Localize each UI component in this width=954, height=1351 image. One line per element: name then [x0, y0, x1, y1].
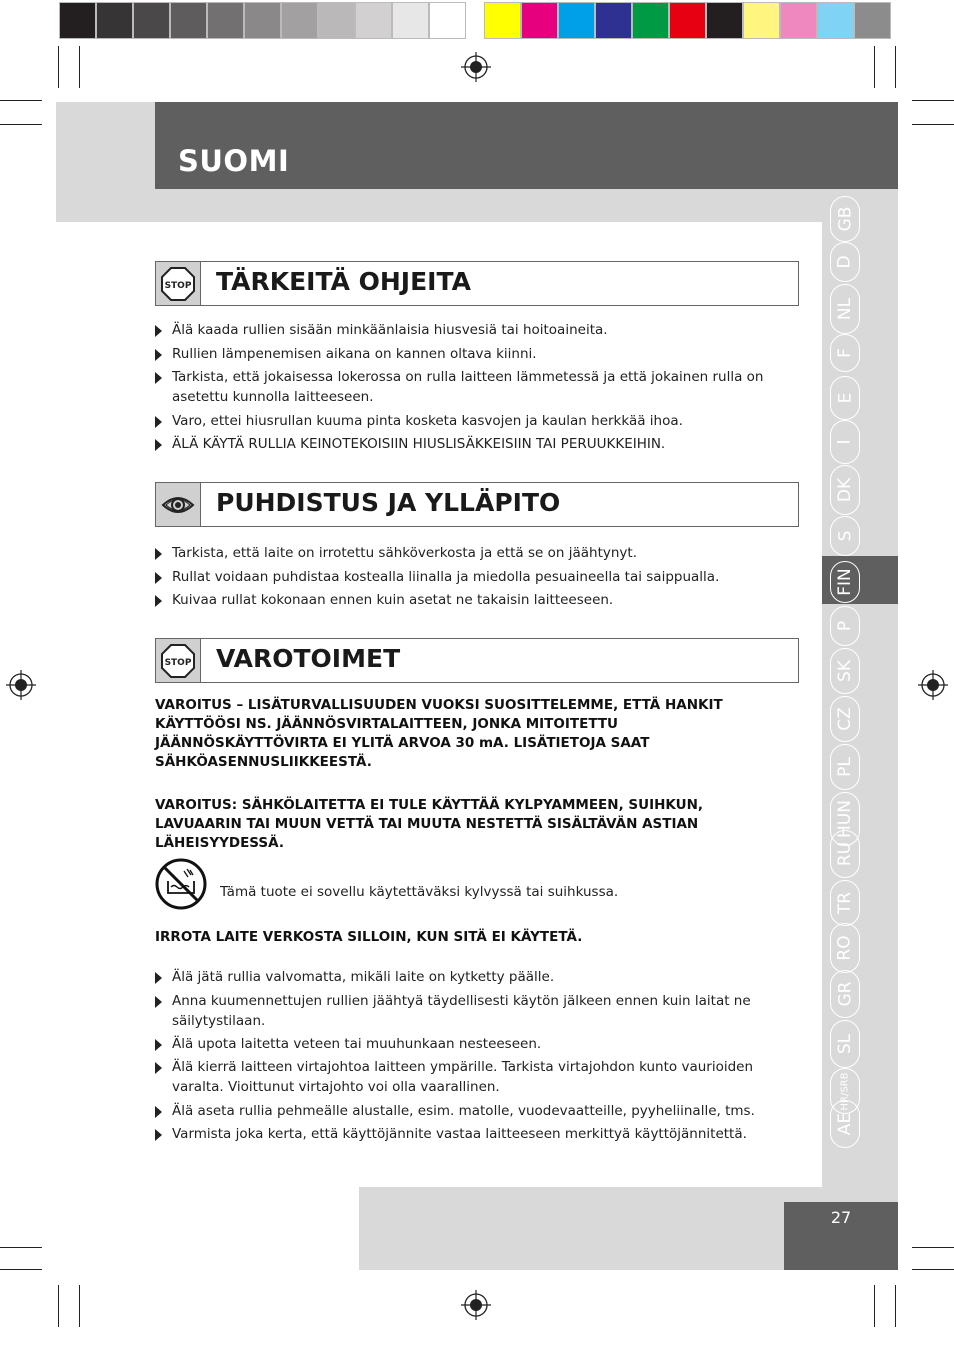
language-tab-d[interactable]: [830, 242, 860, 282]
gray-swatch: [207, 2, 244, 39]
color-swatch: [521, 2, 558, 39]
section-important-title: TÄRKEITÄ OHJEITA: [216, 267, 471, 296]
language-tab-label: GB: [835, 206, 855, 232]
language-tab-e[interactable]: [830, 376, 860, 420]
registration-mark-icon: [461, 52, 491, 82]
color-swatch: [743, 2, 780, 39]
list-item: Kuivaa rullat kokonaan ennen kuin asetat ne takaisin laitteeseen.: [155, 591, 795, 611]
language-tab-label: E: [835, 392, 855, 404]
color-swatch: [706, 2, 743, 39]
language-tab-sl[interactable]: [830, 1020, 860, 1068]
color-swatch: [595, 2, 632, 39]
stop-icon: [156, 262, 201, 305]
language-tab-tr[interactable]: [830, 880, 860, 926]
language-tab-nl[interactable]: [830, 284, 860, 334]
list-item: Rullat voidaan puhdistaa kostealla liinalla ja miedolla pesuaineella tai saippualla.: [155, 568, 795, 588]
list-item: Älä jätä rullia valvomatta, mikäli laite on kytketty päälle.: [155, 968, 795, 988]
registration-mark-icon: [918, 670, 948, 700]
section-important-heading: [155, 261, 799, 306]
warning-water: VAROITUS: SÄHKÖLAITETTA EI TULE KÄYTTÄÄ KYLPYAMMEEN, SUIHKUN, LAVUAARIN TAI MUUN VETTÄ TAI MUUTA NESTETTÄ SISÄLTÄVÄN ASTIAN LÄHEISYYDESSÄ.: [155, 797, 704, 851]
language-tab-label: CZ: [835, 707, 855, 731]
list-item: ÄLÄ KÄYTÄ RULLIA KEINOTEKOISIIN HIUSLISÄKKEISIIN TAI PERUUKKEIHIN.: [155, 435, 795, 455]
language-tab-label: HUN: [835, 800, 856, 838]
eye-icon: [156, 483, 201, 526]
language-tab-gb[interactable]: [830, 196, 860, 242]
language-tab-i[interactable]: [830, 420, 860, 464]
list-item: Rullien lämpenemisen aikana on kannen oltava kiinni.: [155, 345, 795, 365]
language-tab-dk[interactable]: [830, 465, 860, 515]
list-item: Varo, ettei hiusrullan kuuma pinta kosketa kasvojen ja kaulan herkkää ihoa.: [155, 412, 795, 432]
section-cleaning-heading: [155, 482, 799, 527]
language-tab-s[interactable]: [830, 516, 860, 556]
stop-label: STOP: [164, 657, 192, 668]
language-tab-ae[interactable]: [830, 1100, 860, 1148]
registration-mark-icon: [461, 1290, 491, 1320]
list-item: Älä aseta rullia pehmeälle alustalle, esim. matolle, vuodevaatteille, pyyheliinalle, tms.: [155, 1102, 795, 1122]
gray-swatch: [355, 2, 392, 39]
language-tab-label: F: [835, 348, 855, 358]
section-cleaning-title: PUHDISTUS JA YLLÄPITO: [216, 488, 561, 517]
language-tab-label: SL: [834, 1033, 855, 1055]
color-swatch: [484, 2, 521, 39]
language-tab-sk[interactable]: [830, 648, 860, 694]
list-item: Tarkista, että laite on irrotettu sähköverkosta ja että se on jäähtynyt.: [155, 544, 795, 564]
section-precautions-title: VAROTOIMET: [216, 644, 401, 673]
language-tab-label: P: [834, 620, 855, 632]
gray-swatch: [392, 2, 429, 39]
page-number: 27: [830, 1208, 852, 1227]
language-tab-label: SK: [834, 660, 855, 682]
language-tab-label: S: [834, 530, 855, 542]
bath-note: Tämä tuote ei sovellu käytettäväksi kylvyssä tai suihkussa.: [220, 884, 619, 900]
list-item: Varmista joka kerta, että käyttöjännite vastaa laitteeseen merkittyä käyttöjännitettä.: [155, 1125, 795, 1145]
gray-swatch: [170, 2, 207, 39]
gray-swatch: [281, 2, 318, 39]
list-item: Anna kuumennettujen rullien jäähtyä täydellisesti käytön jälkeen ennen kuin laitat ne säilytystilaan.: [155, 992, 795, 1031]
warning-rcd: VAROITUS – LISÄTURVALLISUUDEN VUOKSI SUOSITTELEMME, ETTÄ HANKIT KÄYTTÖÖSI NS. JÄÄNNÖSVIRTALAITTEEN, JONKA MITOITETTU JÄÄNNÖSKÄYTTÖVIRTA EI YLITÄ ARVOA 30 mA. LISÄTIETOJA SAAT SÄHKÖASENNUSLIIKKEESTÄ.: [155, 697, 723, 770]
gray-swatch: [244, 2, 281, 39]
gray-swatch: [59, 2, 96, 39]
language-tab-label: AE: [835, 1112, 855, 1136]
language-tab-label: I: [834, 439, 855, 445]
language-tab-gr[interactable]: [830, 970, 860, 1018]
gray-swatch: [318, 2, 355, 39]
color-swatch: [854, 2, 891, 39]
language-tab-label: RU: [834, 841, 855, 867]
language-tab-label: PL: [834, 757, 855, 777]
stop-label: STOP: [164, 280, 192, 291]
section-precautions-heading: [155, 638, 799, 683]
language-tab-label: TR: [834, 891, 855, 915]
color-swatch: [669, 2, 706, 39]
registration-mark-icon: [6, 670, 36, 700]
language-tab-fin[interactable]: [830, 561, 860, 603]
language-tab-label: RO: [834, 935, 855, 961]
language-tab-ro[interactable]: [830, 923, 860, 973]
language-tab-cz[interactable]: [830, 696, 860, 742]
language-tab-label: D: [835, 255, 855, 269]
language-tab-label: HR/SRB: [839, 1072, 851, 1110]
stop-icon: [156, 639, 201, 682]
list-item: Älä kaada rullien sisään minkäänlaisia hiusvesiä tai hoitoaineita.: [155, 321, 795, 341]
language-tab-f[interactable]: [830, 334, 860, 372]
language-tab-label: GR: [835, 981, 855, 1007]
no-bath-icon: [154, 857, 208, 911]
language-tab-pl[interactable]: [830, 744, 860, 790]
unplug-note: IRROTA LAITE VERKOSTA SILLOIN, KUN SITÄ EI KÄYTETÄ.: [155, 929, 583, 945]
color-swatch: [780, 2, 817, 39]
gray-swatch: [133, 2, 170, 39]
list-item: Tarkista, että jokaisessa lokerossa on rulla laitteen lämmetessä ja että jokainen rulla on asetettu kunnolla laitteeseen.: [155, 368, 795, 407]
color-swatch: [817, 2, 854, 39]
gray-swatch: [429, 2, 466, 39]
language-tab-label: FIN: [834, 568, 855, 596]
list-item: Älä kierrä laitteen virtajohtoa laitteen ympärille. Tarkista virtajohdon kunto vaurioiden varalta. Vioittunut virtajohto voi olla vaarallinen.: [155, 1058, 795, 1097]
color-swatch: [558, 2, 595, 39]
color-swatch: [632, 2, 669, 39]
language-tab-p[interactable]: [830, 606, 860, 646]
language-tab-label: DK: [835, 477, 855, 503]
gray-swatch: [96, 2, 133, 39]
language-tab-ru[interactable]: [830, 830, 860, 878]
list-item: Älä upota laitetta veteen tai muuhunkaan nesteeseen.: [155, 1035, 795, 1055]
page-title: SUOMI: [178, 144, 290, 178]
language-tab-label: NL: [834, 297, 855, 321]
